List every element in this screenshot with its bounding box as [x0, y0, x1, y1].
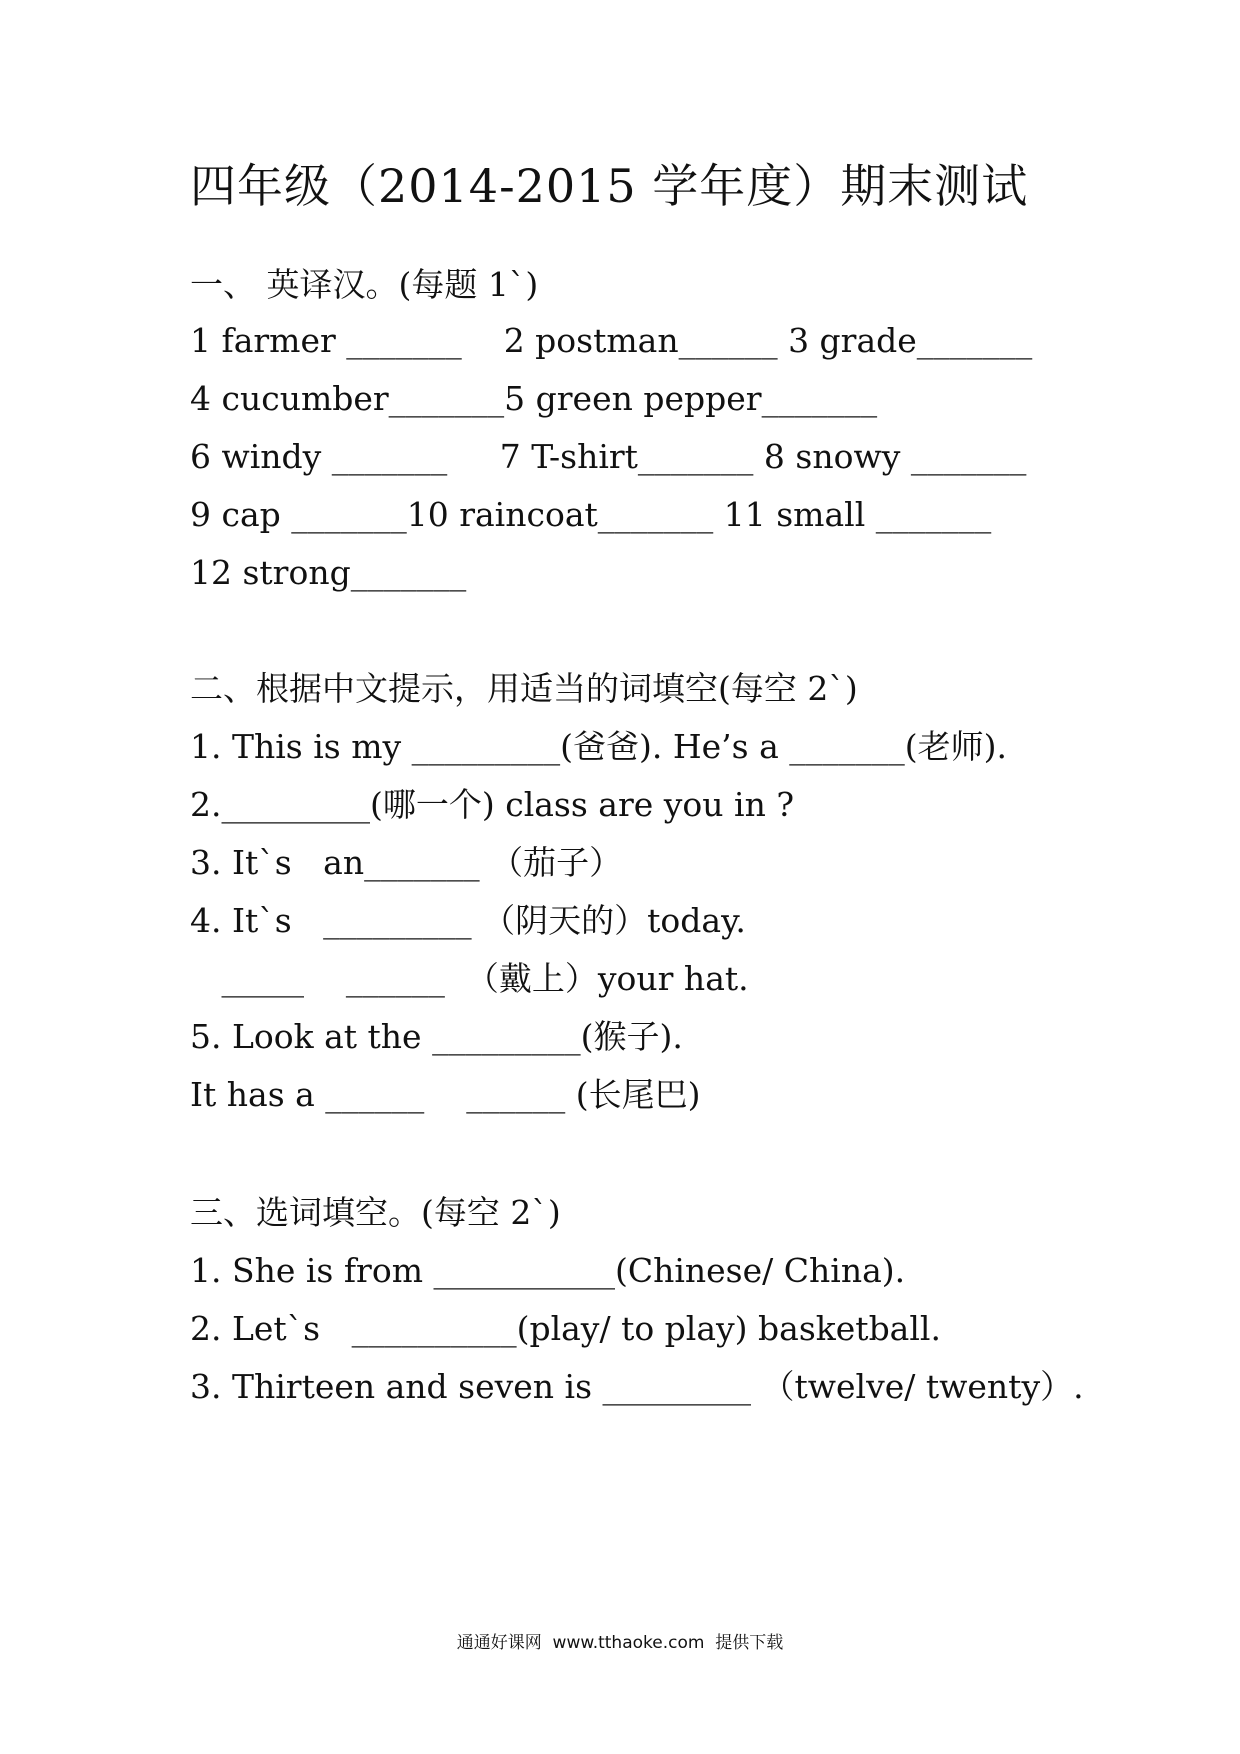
section2-line-7: It has a ______ ______ (长尾巴)	[190, 1075, 701, 1114]
section2-line-2: 2._________(哪一个) class are you in ?	[190, 785, 795, 824]
page-title: 四年级（2014-2015 学年度）期末测试	[190, 159, 1029, 213]
section1-line-4: 9 cap _______10 raincoat_______ 11 small _______	[190, 495, 992, 534]
section3-line-1: 1. She is from ___________(Chinese/ China).	[190, 1251, 906, 1290]
section1-heading: 一、 英译汉。(每题 1`)	[190, 265, 539, 304]
section1-line-2: 4 cucumber_______5 green pepper_______	[190, 379, 878, 418]
section1-line-1: 1 farmer _______ 2 postman______ 3 grade_______	[190, 321, 1033, 360]
section2-line-3: 3. It`s an_______ （茄子）	[190, 843, 623, 882]
section2-line-1: 1. This is my _________(爸爸). He’s a _______(老师).	[190, 727, 1007, 766]
section2-heading: 二、根据中文提示，用适当的词填空(每空 2`)	[190, 669, 858, 708]
section3-line-2: 2. Let`s __________(play/ to play) basketball.	[190, 1309, 941, 1348]
section2-line-6: 5. Look at the _________(猴子).	[190, 1017, 683, 1056]
section3-heading: 三、选词填空。(每空 2`)	[190, 1193, 561, 1232]
section1-line-3: 6 windy _______ 7 T-shirt_______ 8 snowy _______	[190, 437, 1027, 476]
section1-line-5: 12 strong_______	[190, 553, 467, 592]
section2-line-5: _____ ______ （戴上）your hat.	[190, 959, 749, 998]
section2-line-4: 4. It`s _________ （阴天的）today.	[190, 901, 746, 940]
section3-line-3: 3. Thirteen and seven is _________ （twelve/ twenty）.	[190, 1367, 1084, 1406]
footer-source: 通通好课网 www.tthaoke.com 提供下载	[456, 1633, 784, 1653]
